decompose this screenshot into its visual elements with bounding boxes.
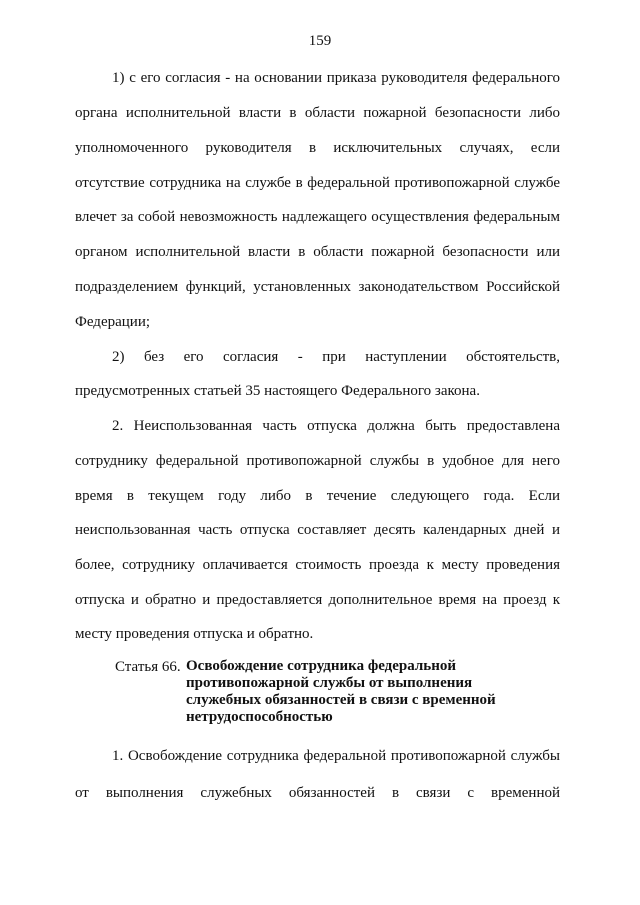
- paragraph-line: 1. Освобождение сотрудника федеральной противопожарной службы: [112, 748, 560, 764]
- paragraph-line: от выполнения служебных обязанностей в связи с временной: [75, 785, 560, 801]
- paragraph-line: Федерации;: [75, 314, 151, 330]
- paragraph-line: сотруднику федеральной противопожарной службы в удобное для него: [75, 453, 560, 469]
- article-title-line: Освобождение сотрудника федеральной: [186, 658, 457, 674]
- article-title-line: служебных обязанностей в связи с временной: [186, 692, 496, 708]
- paragraph-line: подразделением функций, установленных законодательством Российской: [75, 279, 560, 295]
- paragraph-line: отсутствие сотрудника на службе в федеральной противопожарной службе: [75, 175, 560, 191]
- article-title: [186, 658, 546, 726]
- paragraph-line: 1) с его согласия - на основании приказа руководителя федерального: [112, 70, 560, 86]
- paragraph-line: уполномоченного руководителя в исключительных случаях, если: [75, 140, 560, 156]
- article-title-line: нетрудоспособностью: [186, 709, 333, 725]
- paragraph-line: органа исполнительной власти в области пожарной безопасности либо: [75, 105, 560, 121]
- paragraph-line: предусмотренных статьей 35 настоящего Федерального закона.: [75, 383, 480, 399]
- paragraph-line: время в текущем году либо в течение следующего года. Если: [75, 488, 560, 504]
- article-title-line: противопожарной службы от выполнения: [186, 675, 473, 691]
- paragraph-line: отпуска и обратно и предоставляется дополнительное время на проезд к: [75, 592, 560, 608]
- paragraph-line: месту проведения отпуска и обратно.: [75, 626, 314, 642]
- paragraph-line: более, сотруднику оплачивается стоимость проезда к месту проведения: [75, 557, 560, 573]
- paragraph-line: 2) без его согласия - при наступлении обстоятельств,: [112, 349, 560, 365]
- paragraph-line: неиспользованная часть отпуска составляет десять календарных дней и: [75, 522, 560, 538]
- paragraph-line: органом исполнительной власти в области пожарной безопасности или: [75, 244, 560, 260]
- article-label: Статья 66.: [115, 659, 181, 675]
- paragraph-line: влечет за собой невозможность надлежащего осуществления федеральным: [75, 209, 560, 225]
- paragraph-line: 2. Неиспользованная часть отпуска должна быть предоставлена: [112, 418, 560, 434]
- page-number: 159: [308, 33, 332, 49]
